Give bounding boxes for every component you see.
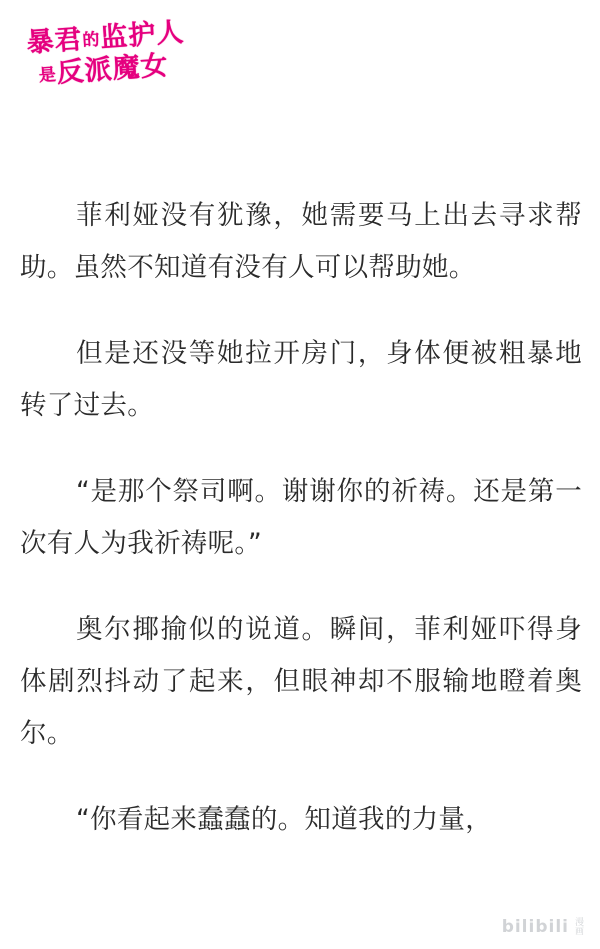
- paragraph: “你看起来蠢蠢的。知道我的力量，: [76, 804, 493, 835]
- paragraph: “是那个祭司啊。谢谢你的祈祷。还是第一次有人为我祈祷呢。”: [20, 476, 582, 559]
- series-title-line-1-rest: 监护人: [99, 16, 186, 54]
- bilibili-watermark: [502, 917, 582, 935]
- series-title-line-1-small: 的: [81, 29, 102, 51]
- series-title-line-2-small: 是: [38, 64, 58, 87]
- series-title-line-2-rest: 反派魔女: [55, 50, 170, 89]
- bilibili-logo-text: bilibili: [501, 917, 569, 937]
- series-title-line-1-main: 暴君: [25, 24, 84, 59]
- series-title-logo: [24, 15, 229, 105]
- paragraph: 菲利娅没有犹豫，她需要马上出去寻求帮助。虽然不知道有没有人可以帮助她。: [20, 200, 582, 283]
- bilibili-watermark-subtitle: 漫画: [573, 917, 583, 935]
- story-text-body: [20, 190, 582, 846]
- paragraph: 但是还没等她拉开房门，身体便被粗暴地转了过去。: [20, 338, 582, 421]
- paragraph: 奥尔揶揄似的说道。瞬间，菲利娅吓得身体剧烈抖动了起来，但眼神却不服输地瞪着奥尔。: [20, 614, 582, 749]
